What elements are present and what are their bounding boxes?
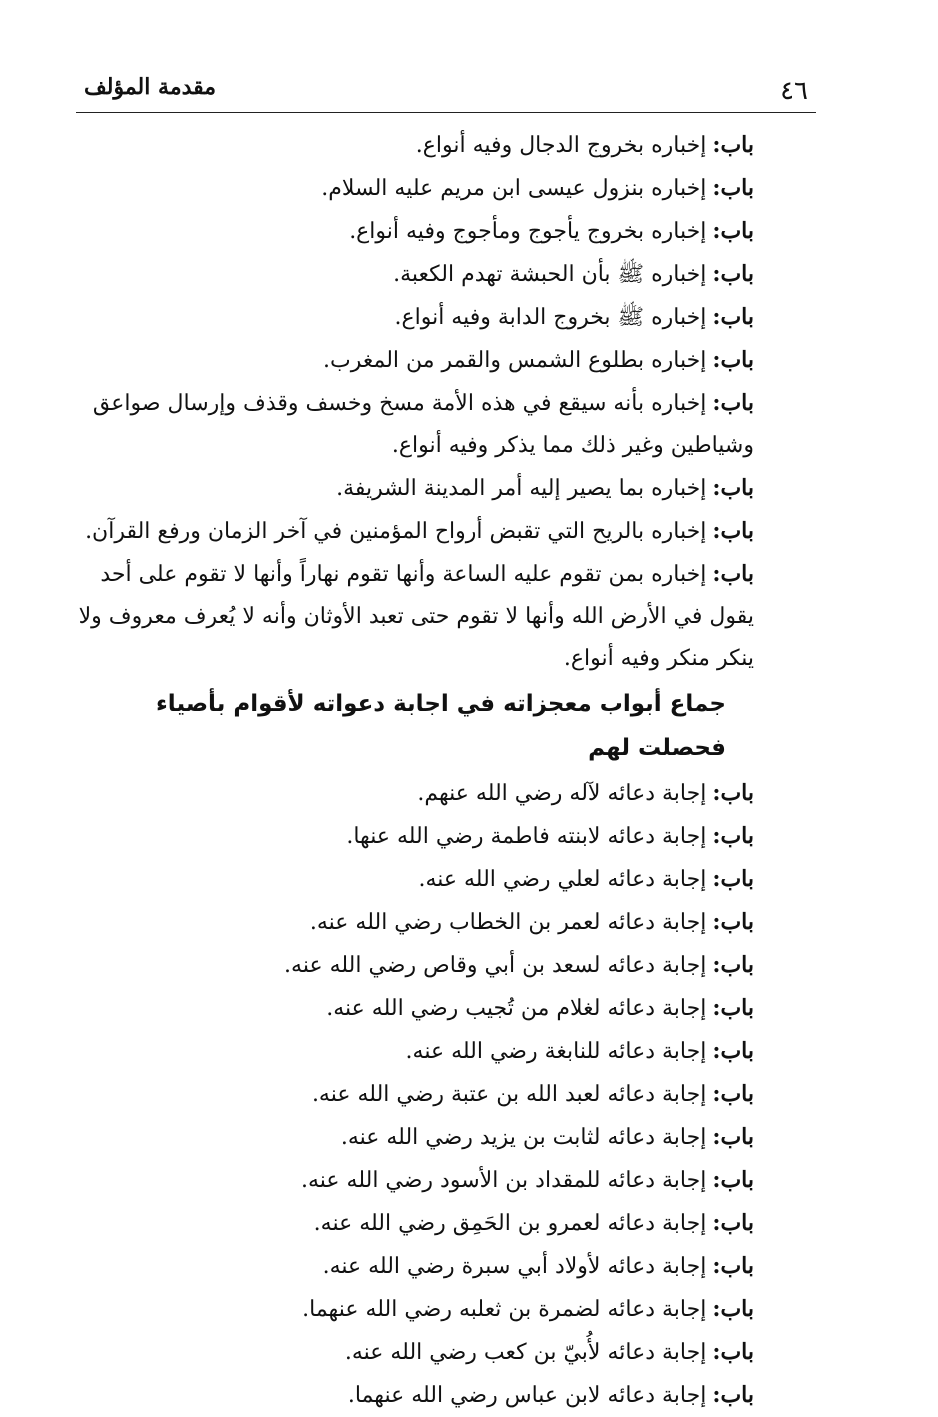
entry-text: إخباره ﷺ بأن الحبشة تهدم الكعبة. — [393, 262, 707, 287]
entry-text: إخباره بما يصير إليه أمر المدينة الشريفة. — [336, 476, 707, 501]
entry-label: باب: — [712, 1296, 754, 1322]
entry-label: باب: — [712, 1253, 754, 1279]
entry-label: باب: — [712, 952, 754, 978]
entry-label: باب: — [712, 132, 754, 158]
entry-text: إخباره بنزول عيسى ابن مريم عليه السلام. — [321, 176, 707, 201]
entry-label: باب: — [712, 780, 754, 806]
entry-label: باب: — [712, 347, 754, 373]
entry-label: باب: — [712, 1038, 754, 1064]
entry-label: باب: — [712, 1382, 754, 1408]
list-item — [74, 1159, 754, 1202]
entry-text: إجابة دعائه للنابغة رضي الله عنه. — [405, 1039, 707, 1064]
list-item — [74, 382, 754, 467]
list-item — [74, 210, 754, 253]
list-item — [74, 1245, 754, 1288]
entry-text: إخباره بخروج الدجال وفيه أنواع. — [415, 133, 707, 158]
entry-label: باب: — [712, 518, 754, 544]
entry-label: باب: — [712, 1081, 754, 1107]
list-item — [74, 1116, 754, 1159]
list-item — [74, 124, 754, 167]
list-item — [74, 987, 754, 1030]
entry-text: إجابة دعائه لابن عباس رضي الله عنهما. — [347, 1383, 707, 1408]
entry-text: إجابة دعائه لأولاد أبي سبرة رضي الله عنه. — [322, 1254, 707, 1279]
entry-text: إخباره ﷺ بخروج الدابة وفيه أنواع. — [394, 305, 707, 330]
list-item — [74, 901, 754, 944]
list-item — [74, 772, 754, 815]
list-item — [74, 510, 754, 553]
list-item — [74, 1073, 754, 1116]
entry-text: إجابة دعائه لعبد الله بن عتبة رضي الله عنه. — [311, 1082, 707, 1107]
entry-label: باب: — [712, 866, 754, 892]
list-item — [74, 1288, 754, 1331]
entry-label: باب: — [712, 390, 754, 416]
entry-label: باب: — [712, 304, 754, 330]
entry-text: إجابة دعائه لعمر بن الخطاب رضي الله عنه. — [309, 910, 707, 935]
list-item — [74, 1202, 754, 1245]
list-item — [74, 296, 754, 339]
list-item — [74, 1030, 754, 1073]
chapter-list — [74, 124, 754, 1417]
entry-list-top — [74, 124, 754, 680]
list-item — [74, 858, 754, 901]
entry-label: باب: — [712, 1124, 754, 1150]
entry-text: إجابة دعائه لسعد بن أبي وقاص رضي الله عنه. — [284, 953, 707, 978]
entry-text: إخباره بأنه سيقع في هذه الأمة مسخ وخسف وقذف وإرسال صواعق وشياطين وغير ذلك مما يذكر وفيه أنواع. — [92, 391, 754, 458]
section-heading: جماع أبواب معجزاته في اجابة دعواته لأقوام بأصياء فحصلت لهم — [156, 691, 726, 761]
entry-list-bottom — [74, 772, 754, 1417]
entry-label: باب: — [712, 561, 754, 587]
entry-text: إجابة دعائه لعمرو بن الحَمِق رضي الله عنه. — [313, 1211, 707, 1236]
entry-label: باب: — [712, 995, 754, 1021]
entry-label: باب: — [712, 909, 754, 935]
entry-label: باب: — [712, 1210, 754, 1236]
entry-text: إجابة دعائه لثابت بن يزيد رضي الله عنه. — [340, 1125, 707, 1150]
entry-label: باب: — [712, 218, 754, 244]
list-item — [74, 944, 754, 987]
entry-text: إجابة دعائه للمقداد بن الأسود رضي الله عنه. — [300, 1168, 707, 1193]
page-number: ٤٦ — [780, 76, 808, 106]
entry-text: إخباره بطلوع الشمس والقمر من المغرب. — [323, 348, 707, 373]
entry-text: إخباره بمن تقوم عليه الساعة وأنها تقوم نهاراً وأنها لا تقوم على أحد يقول في الأرض الله وأنها لا تقوم حتى تعبد الأوثان وأنه لا يُعرف معروف ولا ينكر منكر وفيه أنواع. — [78, 562, 754, 671]
list-item — [74, 467, 754, 510]
entry-label: باب: — [712, 1167, 754, 1193]
list-item — [74, 1374, 754, 1417]
entry-label: باب: — [712, 175, 754, 201]
running-title: مقدمة المؤلف — [84, 74, 217, 100]
entry-text: إخباره بالريح التي تقبض أرواح المؤمنين في آخر الزمان ورفع القرآن. — [85, 519, 707, 544]
list-item — [74, 1331, 754, 1374]
entry-text: إجابة دعائه لابنته فاطمة رضي الله عنها. — [346, 824, 707, 849]
list-item — [74, 253, 754, 296]
list-item — [74, 815, 754, 858]
entry-label: باب: — [712, 1339, 754, 1365]
entry-text: إجابة دعائه لغلام من تُجيب رضي الله عنه. — [326, 996, 707, 1021]
entry-label: باب: — [712, 475, 754, 501]
entry-text: إجابة دعائه لأُبيّ بن كعب رضي الله عنه. — [344, 1340, 707, 1365]
entry-label: باب: — [712, 261, 754, 287]
entry-text: إجابة دعائه لعلي رضي الله عنه. — [418, 867, 707, 892]
page-header — [76, 68, 816, 113]
list-item — [74, 553, 754, 680]
entry-text: إخباره بخروج يأجوج ومأجوج وفيه أنواع. — [349, 219, 707, 244]
entry-text: إجابة دعائه لضمرة بن ثعلبه رضي الله عنهما. — [302, 1297, 707, 1322]
list-item — [74, 167, 754, 210]
entry-text: إجابة دعائه لآله رضي الله عنهم. — [417, 781, 707, 806]
list-item — [74, 339, 754, 382]
entry-label: باب: — [712, 823, 754, 849]
